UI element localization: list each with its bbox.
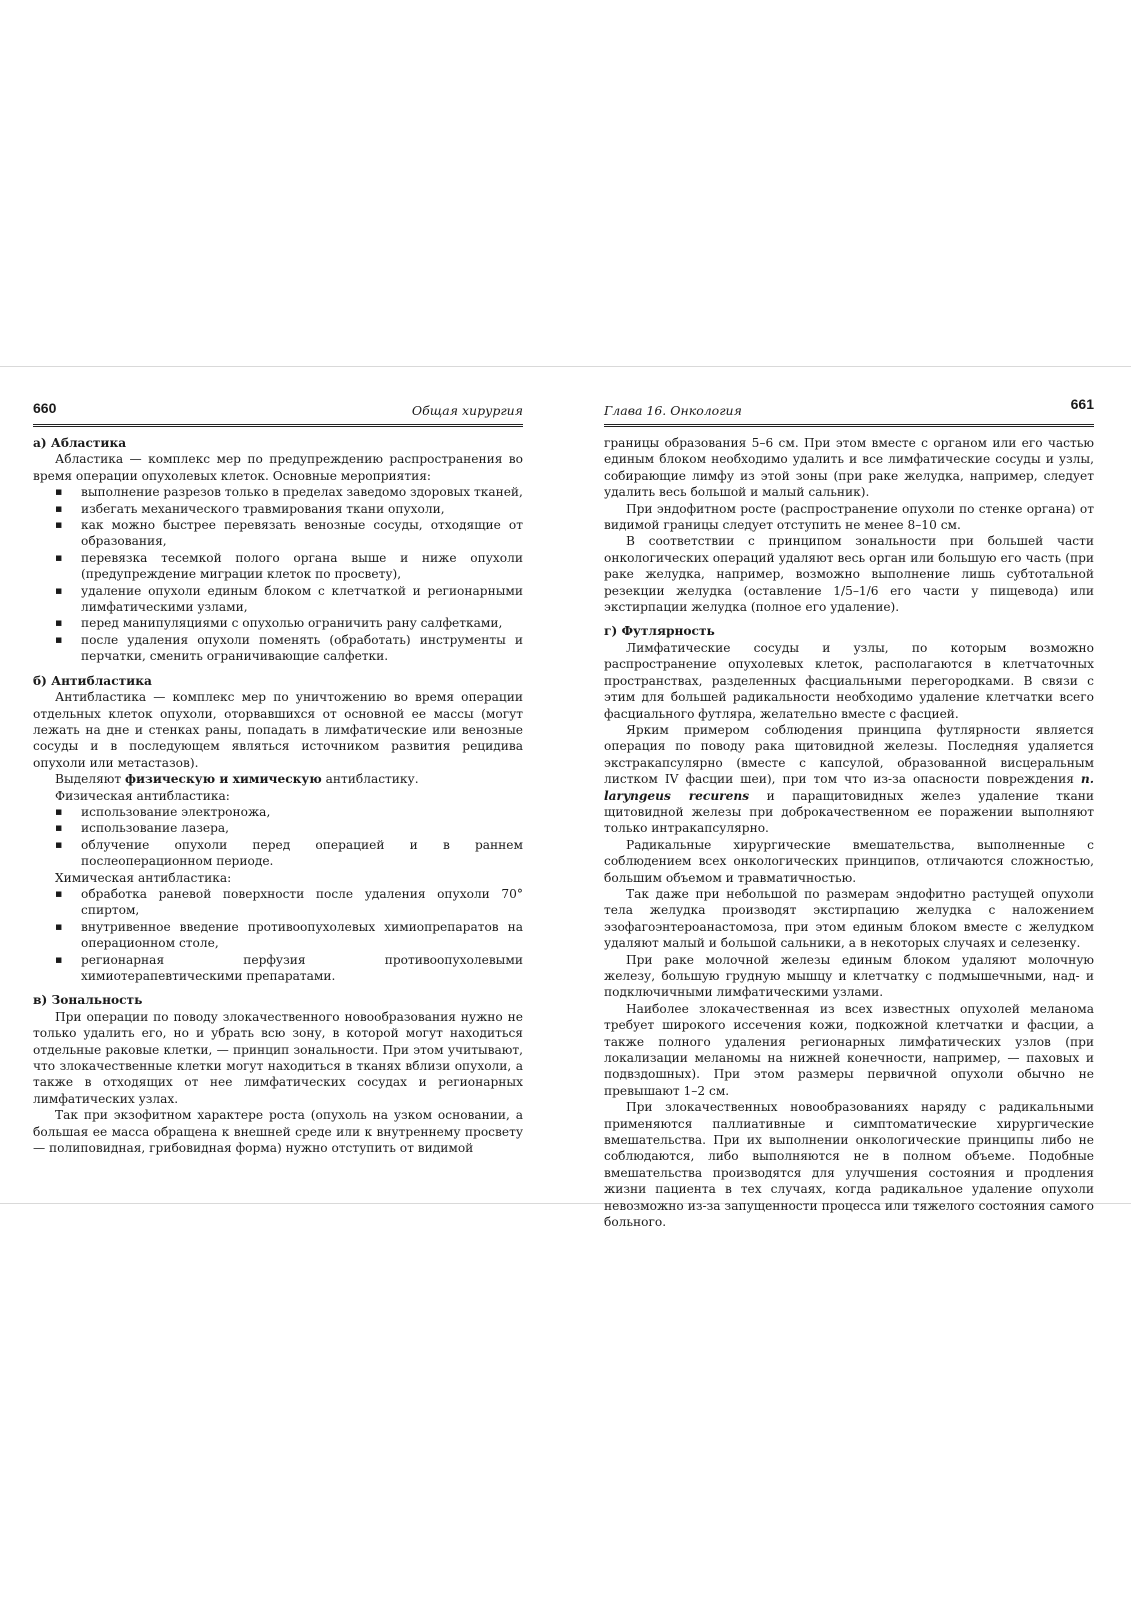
list-item: ▪ перевязка тесемкой полого органа выше и ниже опухоли (предупреждение миграции клеток по просвету), bbox=[81, 550, 523, 583]
running-title: Глава 16. Онкология bbox=[604, 403, 742, 418]
latin-term: n. laryngeus recurens bbox=[604, 772, 1094, 803]
section-heading-ablastics: а) Абластика bbox=[33, 436, 127, 450]
case-paragraph-5: При раке молочной железы единым блоком удаляют молочную железу, большую грудную мышцу и клетчатку с подмышечными, над- и подключичными лимфатическими узлами. bbox=[604, 952, 1094, 1000]
left-page bbox=[33, 400, 523, 1156]
types-prefix: Выделяют bbox=[55, 772, 126, 787]
list-item: ▪ использование лазера, bbox=[81, 820, 523, 836]
case-paragraph-4: Так даже при небольшой по размерам эндофитно растущей опухоли тела желудка производят экстирпацию желудка с наложением эзофагоэнтероанастомоза, при этом единым блоком вместе с желудком удаляют малый и большой сальники, а в некоторых случаях и селезенку. bbox=[604, 886, 1094, 951]
list-item: ▪ обработка раневой поверхности после удаления опухоли 70° спиртом, bbox=[81, 886, 523, 919]
list-item: ▪ регионарная перфузия противоопухолевыми химиотерапевтическими препаратами. bbox=[81, 952, 523, 985]
list-item: ▪ внутривенное введение противоопухолевых химиопрепаратов на операционном столе, bbox=[81, 919, 523, 952]
list-item: ▪ выполнение разрезов только в пределах заведомо здоровых тканей, bbox=[81, 484, 523, 500]
physical-label: Физическая антибластика: bbox=[55, 788, 230, 803]
section-heading-antiblastics: б) Антибластика bbox=[33, 673, 152, 688]
chemical-label: Химическая антибластика: bbox=[55, 870, 232, 885]
blank-scan-margin bbox=[0, 0, 1131, 370]
page-number: 661 bbox=[1070, 396, 1094, 412]
ablastics-list bbox=[33, 484, 523, 664]
right-running-head bbox=[604, 396, 1094, 427]
zonality-paragraph-2: Так при экзофитном характере роста (опухоль на узком основании, а большая ее масса обращена к внешней среде или к внутреннему просвету — полиповидная, грибовидная форма) нужно отступить от видимой bbox=[33, 1108, 523, 1156]
types-bold: физическую и химическую bbox=[125, 772, 322, 787]
case-paragraph-3: Радикальные хирургические вмешательства, выполненные с соблюдением всех онкологических принципов, отличаются сложностью, большим объемом и травматичностью. bbox=[604, 837, 1094, 885]
ablastics-intro: Абластика — комплекс мер по предупреждению распространения во время операции опухолевых клеток. Основные мероприятия: bbox=[33, 452, 523, 483]
types-suffix: антибластику. bbox=[321, 772, 419, 787]
right-body bbox=[604, 435, 1094, 1231]
case-paragraph-6: Наиболее злокачественная из всех известных опухолей меланома требует широкого иссечения кожи, подкожной клетчатки и фасции, а также полного удаления регионарных лимфатических узлов (при локализации меланомы на нижней конечности, например, — паховых и подвздошных). При этом размеры первичной опухоли обычно не превышают 1–2 см. bbox=[604, 1001, 1094, 1098]
p2-after: и паращитовидных желез удаление ткани щитовидной железы при доброкачественном ее поражении выполняют только интракапсулярно. bbox=[604, 788, 1094, 836]
endophytic-paragraph: При эндофитном росте (распространение опухоли по стенке органа) от видимой границы следует отступить не менее 8–10 см. bbox=[604, 501, 1094, 533]
zonality-paragraph-1: При операции по поводу злокачественного новообразования нужно не только удалить его, но и убрать всю зону, в которой могут находиться отдельные раковые клетки, — принцип зональности. При этом учитывают, что злокачественные клетки могут находиться в тканях вблизи опухоли, а также в отходящих от нее лимфатических сосудах и регионарных лимфатических узлах. bbox=[33, 1009, 523, 1106]
case-paragraph-2 bbox=[604, 722, 1094, 837]
case-paragraph-7: При злокачественных новообразованиях наряду с радикальными применяются паллиативные и симптоматические хирургические вмешательства. При их выполнении онкологические принципы либо не соблюдаются, либо выполняются не в полном объеме. Подобные вмешательства производятся для улучшения состояния и продления жизни пациента в тех случаях, когда радикальное удаление опухоли невозможно из-за запущенности процесса или тяжелого состояния самого больного. bbox=[604, 1100, 1094, 1230]
list-item: ▪ облучение опухоли перед операцией и в раннем послеоперационном периоде. bbox=[81, 837, 523, 870]
left-running-head bbox=[33, 400, 523, 427]
antiblastics-types bbox=[33, 771, 523, 787]
spread-top-edge bbox=[0, 366, 1131, 367]
section-heading-zonality: в) Зональность bbox=[33, 993, 143, 1008]
list-item: ▪ использование электроножа, bbox=[81, 804, 523, 820]
case-paragraph-1: Лимфатические сосуды и узлы, по которым возможно распространение опухолевых клеток, располагаются в клетчаточных пространствах, разделенных фасциальными перегородками. В связи с этим для большей радикальности необходимо удаление клетчатки всего фасциального футляра, желательно вместе с фасцией. bbox=[604, 640, 1094, 721]
continued-paragraph: границы образования 5–6 см. При этом вместе с органом или его частью единым блоком необходимо удалить и все лимфатические сосуды и узлы, собирающие лимфу из этой зоны (при раке желудка, например, следует удалить весь большой и малый сальник). bbox=[604, 436, 1094, 500]
p2-before: Ярким примером соблюдения принципа футлярности является операция по поводу рака щитовидной железы. Последняя удаляется экстракапсулярно (вместе с капсулой, образованной висцеральным листком IV фасции шеи), при том что из-за опасности повреждения bbox=[604, 722, 1094, 787]
left-body bbox=[33, 435, 523, 1156]
list-item: ▪ после удаления опухоли поменять (обработать) инструменты и перчатки, сменить ограничивающие салфетки. bbox=[81, 632, 523, 665]
zonality-principle-paragraph: В соответствии с принципом зональности при большей части онкологических операций удаляют весь орган или большую его часть (при раке желудка, например, возможно выполнение лишь субтотальной резекции желудка (оставление 1/5–1/6 его части у пищевода) или экстирпации желудка (полное его удаление). bbox=[604, 534, 1094, 615]
physical-list bbox=[33, 804, 523, 870]
list-item: ▪ избегать механического травмирования ткани опухоли, bbox=[81, 501, 523, 517]
page-number: 660 bbox=[33, 400, 57, 416]
chemical-list bbox=[33, 886, 523, 984]
list-item: ▪ перед манипуляциями с опухолью ограничить рану салфетками, bbox=[81, 615, 523, 631]
list-item: ▪ удаление опухоли единым блоком с клетчаткой и регионарными лимфатическими узлами, bbox=[81, 583, 523, 616]
list-item: ▪ как можно быстрее перевязать венозные сосуды, отходящие от образования, bbox=[81, 517, 523, 550]
antiblastics-intro: Антибластика — комплекс мер по уничтожению во время операции отдельных клеток опухоли, оторвавшихся от основной ее массы (могут лежать на дне и стенках раны, попадать в лимфатические или венозные сосуды и в последующем являться источником развития рецидива опухоли или метастазов). bbox=[33, 690, 523, 770]
running-title: Общая хирургия bbox=[411, 403, 523, 418]
section-heading-case-principle: г) Футлярность bbox=[604, 624, 715, 639]
right-page bbox=[604, 396, 1094, 1231]
